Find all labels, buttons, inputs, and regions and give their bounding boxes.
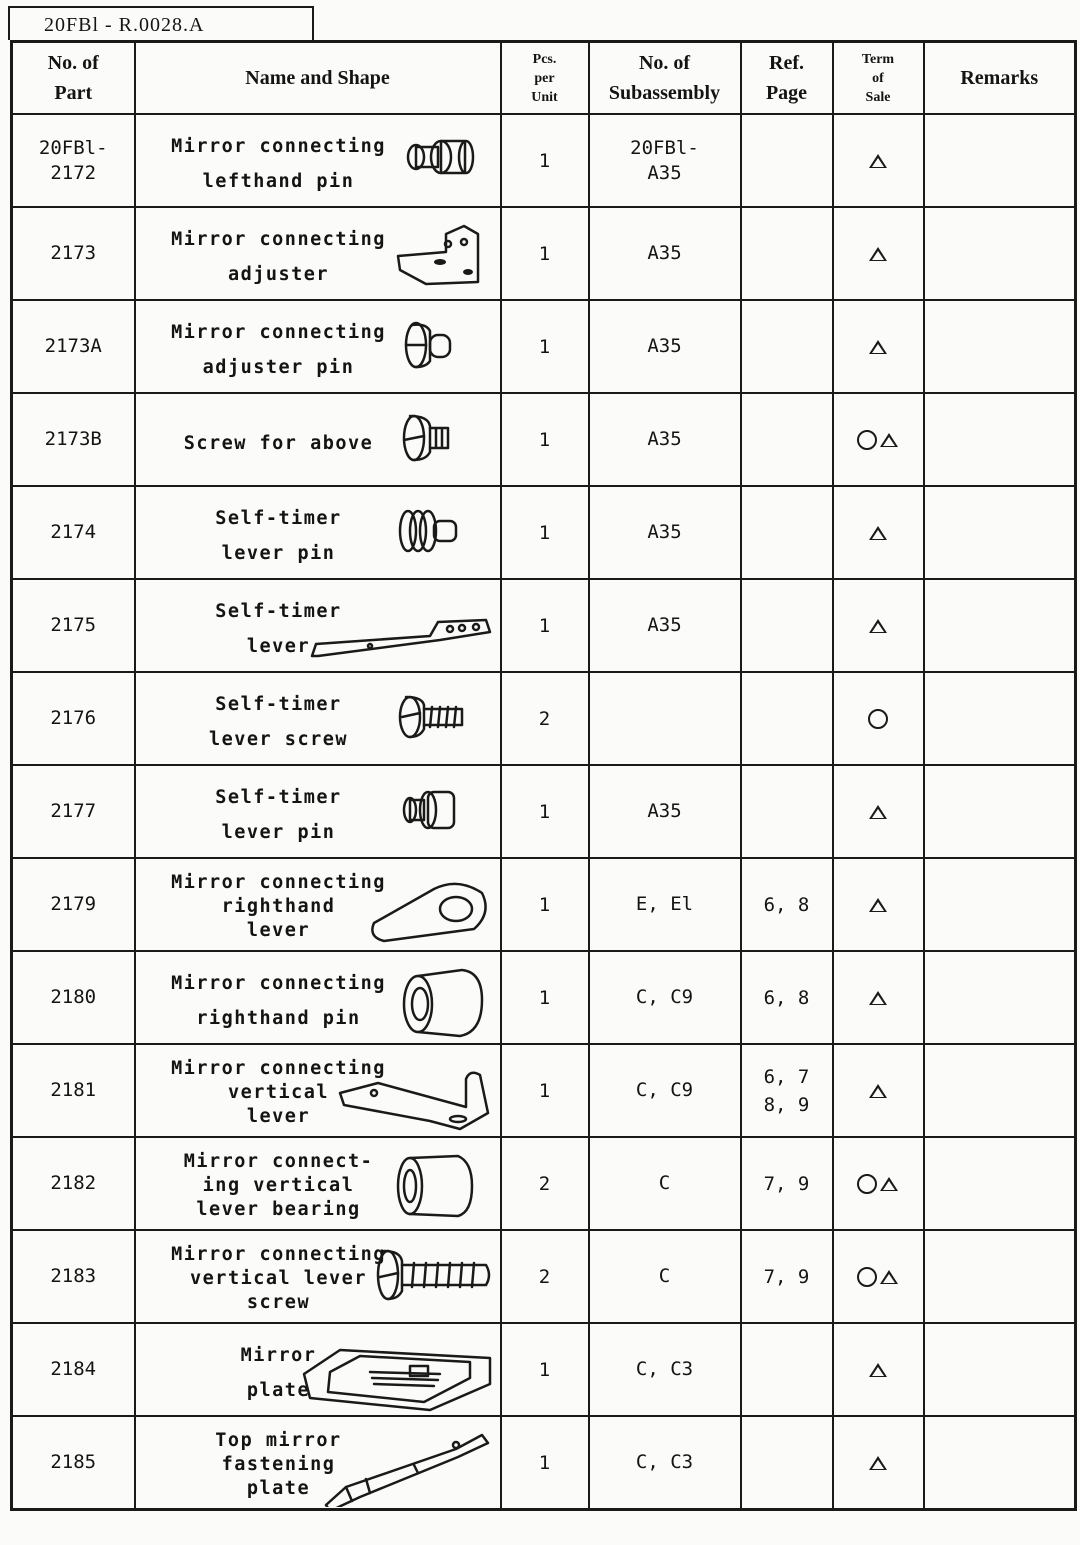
subassembly: C, C3 (589, 1416, 741, 1510)
header-name-shape: Name and Shape (135, 42, 501, 115)
ref-page (741, 393, 833, 486)
header-term-of-sale: Term of Sale (833, 42, 924, 115)
part-number: 2182 (12, 1137, 135, 1230)
pin-lefthand-icon (386, 119, 496, 205)
part-number: 2173 (12, 207, 135, 300)
header-ref-page: Ref. Page (741, 42, 833, 115)
triangle-icon (869, 154, 887, 168)
bushing-pin-icon (386, 956, 496, 1042)
long-lever-icon (310, 584, 496, 670)
remarks (924, 1416, 1076, 1510)
term-of-sale (833, 300, 924, 393)
triangle-icon (869, 1363, 887, 1377)
pcs-per-unit: 1 (501, 1044, 589, 1137)
part-name: Mirror connecting adjuster (171, 229, 386, 285)
part-name-shape (135, 114, 501, 207)
circle-icon (857, 1267, 877, 1287)
table-row (12, 486, 1076, 579)
pin-icon (386, 770, 496, 856)
ref-page (741, 486, 833, 579)
ref-page: 7, 9 (741, 1230, 833, 1323)
pcs-per-unit: 1 (501, 765, 589, 858)
term-of-sale (833, 672, 924, 765)
part-number: 2184 (12, 1323, 135, 1416)
long-screw-icon (366, 1235, 496, 1321)
term-of-sale (833, 486, 924, 579)
remarks (924, 858, 1076, 951)
part-name-shape (135, 765, 501, 858)
part-number: 2185 (12, 1416, 135, 1510)
term-of-sale (833, 1323, 924, 1416)
document-code: 20FBl - R.0028.A (8, 6, 314, 40)
subassembly: C (589, 1137, 741, 1230)
table-row (12, 1044, 1076, 1137)
triangle-icon (869, 1456, 887, 1470)
term-of-sale (833, 765, 924, 858)
ref-page (741, 1416, 833, 1510)
pcs-per-unit: 2 (501, 1230, 589, 1323)
part-number: 20FBl- 2172 (12, 114, 135, 207)
remarks (924, 951, 1076, 1044)
term-of-sale (833, 858, 924, 951)
part-name-shape (135, 300, 501, 393)
part-number: 2183 (12, 1230, 135, 1323)
remarks (924, 1230, 1076, 1323)
subassembly: A35 (589, 486, 741, 579)
subassembly (589, 672, 741, 765)
subassembly: A35 (589, 207, 741, 300)
triangle-icon (869, 247, 887, 261)
part-number: 2181 (12, 1044, 135, 1137)
part-number: 2179 (12, 858, 135, 951)
pcs-per-unit: 1 (501, 393, 589, 486)
part-name: Screw for above (183, 433, 374, 454)
pcs-per-unit: 2 (501, 1137, 589, 1230)
part-number: 2173A (12, 300, 135, 393)
threaded-screw-icon (386, 677, 496, 763)
subassembly: A35 (589, 393, 741, 486)
ref-page: 6, 7 8, 9 (741, 1044, 833, 1137)
part-name-shape (135, 858, 501, 951)
mirror-plate-icon (300, 1328, 496, 1414)
part-name: Mirror connecting lefthand pin (171, 136, 386, 192)
part-name: Mirror plate (240, 1345, 317, 1401)
triangle-icon (880, 1270, 898, 1284)
part-name: Mirror connecting adjuster pin (171, 322, 386, 378)
triangle-icon (869, 991, 887, 1005)
subassembly: C, C9 (589, 1044, 741, 1137)
triangle-icon (869, 898, 887, 912)
remarks (924, 579, 1076, 672)
remarks (924, 765, 1076, 858)
ref-page (741, 114, 833, 207)
term-of-sale (833, 951, 924, 1044)
table-row (12, 951, 1076, 1044)
term-of-sale (833, 207, 924, 300)
term-of-sale (833, 1137, 924, 1230)
part-name: Self-timer lever pin (215, 787, 342, 843)
ref-page: 7, 9 (741, 1137, 833, 1230)
header-row (12, 42, 1076, 115)
term-of-sale (833, 114, 924, 207)
adjuster-plate-icon (386, 212, 496, 298)
pcs-per-unit: 1 (501, 114, 589, 207)
part-name: Self-timer lever pin (215, 508, 342, 564)
grooved-pin-icon (386, 491, 496, 577)
part-name: Mirror connecting vertical lever screw (171, 1244, 386, 1313)
pcs-per-unit: 1 (501, 858, 589, 951)
ref-page (741, 207, 833, 300)
part-name: Mirror connecting righthand lever (171, 872, 386, 941)
part-number: 2180 (12, 951, 135, 1044)
header-remarks: Remarks (924, 42, 1076, 115)
circle-icon (868, 709, 888, 729)
triangle-icon (869, 526, 887, 540)
term-of-sale (833, 1416, 924, 1510)
pcs-per-unit: 1 (501, 1323, 589, 1416)
part-name-shape (135, 1416, 501, 1510)
ref-page (741, 672, 833, 765)
part-name: Mirror connecting righthand pin (171, 973, 386, 1029)
subassembly: A35 (589, 765, 741, 858)
adjuster-pin-icon (386, 305, 496, 391)
term-of-sale (833, 579, 924, 672)
part-number: 2174 (12, 486, 135, 579)
table-row (12, 1137, 1076, 1230)
term-of-sale (833, 1230, 924, 1323)
pcs-per-unit: 1 (501, 579, 589, 672)
part-name-shape (135, 1137, 501, 1230)
table-row (12, 1416, 1076, 1510)
ring-lever-icon (364, 863, 496, 949)
remarks (924, 300, 1076, 393)
remarks (924, 672, 1076, 765)
vertical-lever-icon (330, 1049, 496, 1135)
circle-icon (857, 1174, 877, 1194)
triangle-icon (869, 619, 887, 633)
table-row (12, 672, 1076, 765)
triangle-icon (869, 805, 887, 819)
table-row (12, 393, 1076, 486)
subassembly: C (589, 1230, 741, 1323)
triangle-icon (880, 1177, 898, 1191)
header-part-no: No. of Part (12, 42, 135, 115)
part-name: Mirror connecting vertical lever (171, 1058, 386, 1127)
ref-page (741, 579, 833, 672)
triangle-icon (869, 1084, 887, 1098)
pcs-per-unit: 2 (501, 672, 589, 765)
table-row (12, 300, 1076, 393)
part-name: Top mirror fastening plate (215, 1430, 342, 1499)
term-of-sale (833, 393, 924, 486)
bearing-icon (386, 1142, 496, 1228)
remarks (924, 1137, 1076, 1230)
part-name-shape (135, 1230, 501, 1323)
part-name: Self-timer lever screw (208, 694, 349, 750)
subassembly: E, El (589, 858, 741, 951)
part-name-shape (135, 951, 501, 1044)
ref-page: 6, 8 (741, 951, 833, 1044)
parts-table (10, 40, 1077, 1511)
circle-icon (857, 430, 877, 450)
remarks (924, 486, 1076, 579)
ref-page (741, 765, 833, 858)
term-of-sale (833, 1044, 924, 1137)
remarks (924, 207, 1076, 300)
remarks (924, 1044, 1076, 1137)
part-name-shape (135, 486, 501, 579)
part-number: 2176 (12, 672, 135, 765)
triangle-icon (869, 340, 887, 354)
part-name-shape (135, 207, 501, 300)
part-name-shape (135, 1323, 501, 1416)
short-screw-icon (386, 398, 496, 484)
part-name-shape (135, 579, 501, 672)
part-name-shape (135, 393, 501, 486)
table-row (12, 1323, 1076, 1416)
part-number: 2173B (12, 393, 135, 486)
remarks (924, 114, 1076, 207)
part-name-shape (135, 1044, 501, 1137)
ref-page (741, 1323, 833, 1416)
remarks (924, 1323, 1076, 1416)
subassembly: C, C3 (589, 1323, 741, 1416)
table-row (12, 114, 1076, 207)
table-row (12, 207, 1076, 300)
ref-page: 6, 8 (741, 858, 833, 951)
part-name-shape (135, 672, 501, 765)
header-pcs-per-unit: Pcs. per Unit (501, 42, 589, 115)
pcs-per-unit: 1 (501, 300, 589, 393)
pcs-per-unit: 1 (501, 951, 589, 1044)
remarks (924, 393, 1076, 486)
subassembly: C, C9 (589, 951, 741, 1044)
part-name: Mirror connect- ing vertical lever bearing (183, 1151, 374, 1220)
subassembly: A35 (589, 300, 741, 393)
pcs-per-unit: 1 (501, 207, 589, 300)
table-row (12, 579, 1076, 672)
triangle-icon (880, 433, 898, 447)
table-row (12, 765, 1076, 858)
pcs-per-unit: 1 (501, 1416, 589, 1510)
part-number: 2175 (12, 579, 135, 672)
fastening-plate-icon (306, 1421, 496, 1507)
table-row (12, 1230, 1076, 1323)
part-number: 2177 (12, 765, 135, 858)
ref-page (741, 300, 833, 393)
subassembly: A35 (589, 579, 741, 672)
subassembly: 20FBl- A35 (589, 114, 741, 207)
pcs-per-unit: 1 (501, 486, 589, 579)
header-subassembly: No. of Subassembly (589, 42, 741, 115)
table-row (12, 858, 1076, 951)
part-name: Self-timer lever (215, 601, 342, 657)
